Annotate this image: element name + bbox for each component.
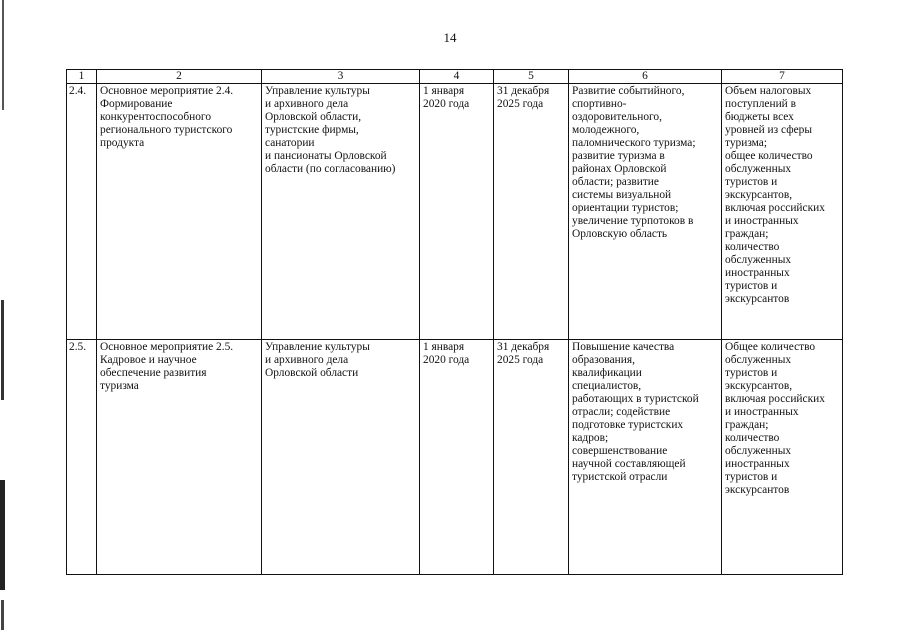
row-number-cell: 2.5. [67,340,97,575]
column-header: 2 [97,70,262,84]
table-row [67,84,843,340]
scan-edge-mark [2,0,4,110]
activity-name-cell: Основное мероприятие 2.4. Формирование конкурентоспособного регионального туристского продукта [97,84,262,340]
column-header: 5 [494,70,569,84]
scan-edge-mark [0,480,5,590]
column-header: 6 [569,70,722,84]
scan-edge-mark [1,300,4,400]
indicators-cell: Объем налоговых поступлений в бюджеты всех уровней из сферы туризма; общее количество обслуженных туристов и экскурсантов, включая российских и иностранных граждан; количество обслуженных иностранных туристов и экскурсантов [722,84,843,340]
end-date-cell: 31 декабря 2025 года [494,84,569,340]
start-date-cell: 1 января 2020 года [420,84,494,340]
column-header: 4 [420,70,494,84]
executor-cell: Управление культуры и архивного дела Орловской области [262,340,420,575]
executor-cell: Управление культуры и архивного дела Орловской области, туристские фирмы, санатории и пансионаты Орловской области (по согласованию) [262,84,420,340]
column-header: 1 [67,70,97,84]
activities-table [66,69,843,575]
expected-result-cell: Повышение качества образования, квалификации специалистов, работающих в туристской отрасли; содействие подготовке туристских кадров; совершенствование научной составляющей туристской отрасли [569,340,722,575]
activity-name-cell: Основное мероприятие 2.5. Кадровое и научное обеспечение развития туризма [97,340,262,575]
expected-result-cell: Развитие событийного, спортивно- оздоровительного, молодежного, паломнического туризма; развитие туризма в районах Орловской области; развитие системы визуальной ориентации туристов; увеличение турпотоков в Орловскую область [569,84,722,340]
column-header: 3 [262,70,420,84]
indicators-cell: Общее количество обслуженных туристов и экскурсантов, включая российских и иностранных граждан; количество обслуженных иностранных туристов и экскурсантов [722,340,843,575]
table-header-row [67,70,843,84]
start-date-cell: 1 января 2020 года [420,340,494,575]
scan-edge-mark [1,600,4,630]
end-date-cell: 31 декабря 2025 года [494,340,569,575]
table-row [67,340,843,575]
column-header: 7 [722,70,843,84]
page-number: 14 [443,30,457,45]
row-number-cell: 2.4. [67,84,97,340]
